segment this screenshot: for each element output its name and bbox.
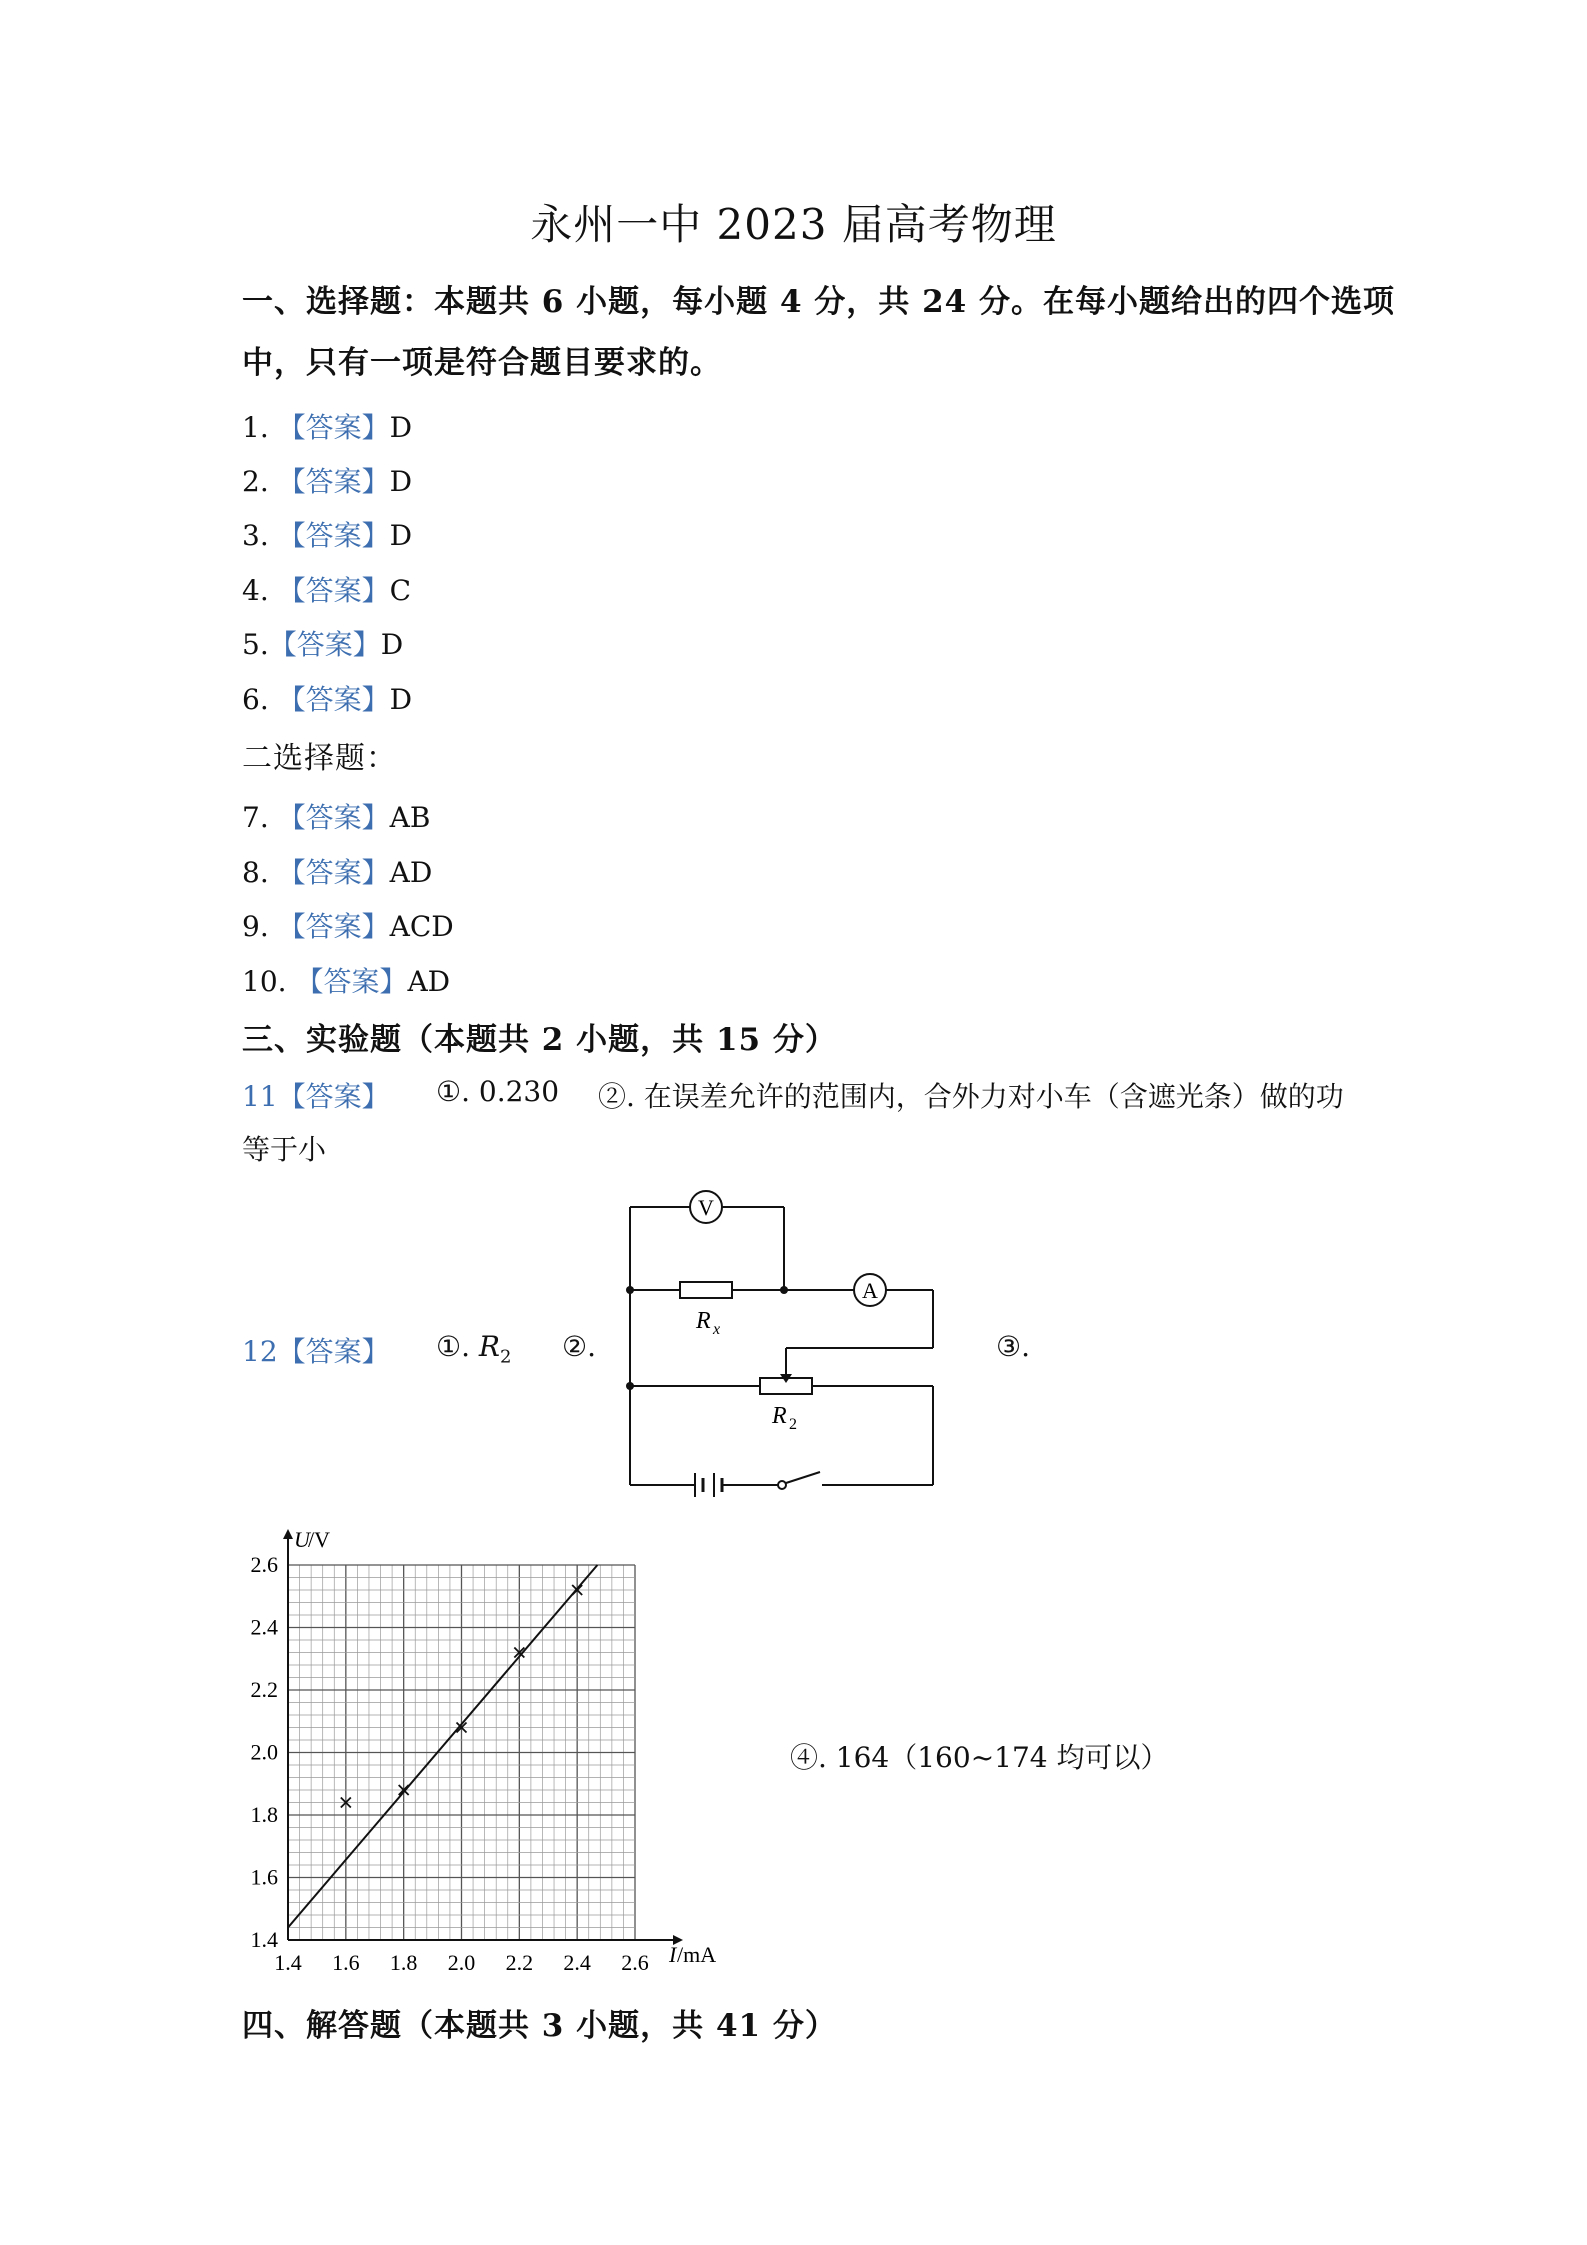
y-tick-label: 2.0 (250, 1739, 278, 1765)
junction-dot (626, 1382, 634, 1390)
u-i-graph (230, 1520, 750, 1980)
answer-tag: 【答案】 (295, 965, 408, 998)
q12-part1 (436, 1330, 511, 1368)
circuit-diagram (600, 1180, 960, 1510)
y-tick-label: 1.8 (250, 1802, 278, 1827)
answer-tag: 【答案】 (268, 628, 381, 661)
x-tick-label: 1.6 (332, 1950, 360, 1975)
answer-number: 4. (242, 574, 269, 607)
chart-grid (288, 1565, 635, 1940)
answer-value: ACD (389, 910, 454, 943)
x-tick-label: 2.0 (447, 1950, 476, 1975)
q12-part3: ③. (996, 1330, 1031, 1363)
q12-part4: ④. 164（160~174 均可以） (790, 1741, 1169, 1774)
switch-icon (786, 1472, 820, 1483)
q11-part2-cont: 等于小 (242, 1133, 327, 1166)
section-3-heading: 三、实验题（本题共 2 小题，共 15 分） (242, 1022, 837, 1058)
resistor-rx-label: R (696, 1308, 711, 1334)
y-axis-label: U (294, 1527, 310, 1552)
switch-icon (778, 1481, 786, 1489)
q12-part1-var: R (478, 1330, 501, 1363)
page-title: 永州一中 2023 届高考物理 (530, 200, 1057, 249)
answer-tag: 【答案】 (277, 574, 390, 607)
answer-row (242, 678, 412, 718)
answer-row (242, 460, 412, 500)
y-tick-label: 2.2 (250, 1677, 278, 1702)
answer-number: 2. (242, 465, 269, 498)
x-tick-label: 2.2 (505, 1950, 534, 1975)
y-tick-label: 2.4 (250, 1614, 278, 1640)
answer-row (242, 796, 430, 836)
answer-row (242, 851, 432, 891)
resistor-rx-icon (680, 1282, 732, 1298)
answer-row (242, 569, 411, 609)
y-tick-label: 1.6 (250, 1864, 278, 1890)
q12-part1-sub: 2 (500, 1346, 512, 1368)
rheostat-r2-subscript: 2 (789, 1416, 797, 1433)
x-axis-unit: /mA (677, 1942, 717, 1967)
answer-number: 1. (242, 411, 269, 444)
section-1-heading-line2: 中，只有一项是符合题目要求的。 (242, 345, 722, 381)
answer-value: D (380, 628, 404, 661)
q12-label (242, 1330, 390, 1370)
section-2-heading: 二选择题： (242, 741, 397, 776)
answer-tag: 【答案】 (277, 465, 390, 498)
answer-number: 10. (242, 965, 287, 998)
answer-number: 8. (242, 856, 269, 889)
answer-row (242, 960, 450, 1000)
answer-tag: 【答案】 (277, 519, 390, 552)
answer-value: D (389, 411, 413, 444)
answer-number: 5. (242, 628, 269, 661)
answer-tag: 【答案】 (277, 683, 390, 716)
answer-value: AD (389, 856, 433, 889)
answer-value: C (389, 574, 412, 607)
q12-part1-prefix: ①. (436, 1330, 471, 1363)
answer-tag: 【答案】 (277, 1335, 390, 1368)
x-tick-label: 1.4 (274, 1950, 302, 1975)
chart-axes (283, 1529, 683, 1945)
section-1-heading-line1: 一、选择题：本题共 6 小题，每小题 4 分，共 24 分。在每小题给出的四个选项 (242, 284, 1396, 320)
section-4-heading: 四、解答题（本题共 3 小题，共 41 分） (242, 2008, 837, 2044)
answer-row (242, 905, 454, 945)
answer-number: 7. (242, 801, 269, 834)
answer-tag: 【答案】 (277, 856, 390, 889)
y-tick-label: 2.6 (250, 1552, 278, 1577)
rheostat-r2-label: R (772, 1403, 787, 1429)
junction-dot (780, 1286, 788, 1294)
answer-row (242, 514, 412, 554)
y-axis-arrow-icon (283, 1529, 293, 1539)
answer-value: D (389, 683, 413, 716)
answer-number: 9. (242, 910, 269, 943)
q11-part1: ①. 0.230 (436, 1075, 560, 1108)
answer-row (242, 623, 403, 663)
answer-tag: 【答案】 (277, 1080, 390, 1113)
answer-number: 6. (242, 683, 269, 716)
voltmeter-label: V (698, 1195, 714, 1220)
q11-part2: ②. 在误差允许的范围内，合外力对小车（含遮光条）做的功 (598, 1080, 1344, 1113)
q12-number: 12 (242, 1335, 278, 1368)
y-tick-label: 1.4 (250, 1927, 278, 1952)
q11-number: 11 (242, 1080, 278, 1113)
answer-number: 3. (242, 519, 269, 552)
answer-row (242, 406, 412, 446)
x-tick-label: 1.8 (389, 1950, 418, 1975)
answer-value: AD (407, 965, 451, 998)
x-tick-label: 2.4 (563, 1950, 591, 1975)
answer-value: AB (389, 801, 431, 834)
answer-tag: 【答案】 (277, 411, 390, 444)
x-axis-label: I (669, 1942, 677, 1967)
answer-tag: 【答案】 (277, 910, 390, 943)
q11-label (242, 1075, 390, 1115)
resistor-rx-subscript: x (713, 1321, 721, 1338)
answer-value: D (389, 519, 413, 552)
x-tick-label: 2.6 (621, 1950, 649, 1975)
junction-dot (626, 1286, 634, 1294)
y-axis-unit: /V (308, 1527, 330, 1552)
q12-part2: ②. (562, 1330, 597, 1363)
answer-tag: 【答案】 (277, 801, 390, 834)
ammeter-label: A (862, 1278, 878, 1303)
answer-value: D (389, 465, 413, 498)
